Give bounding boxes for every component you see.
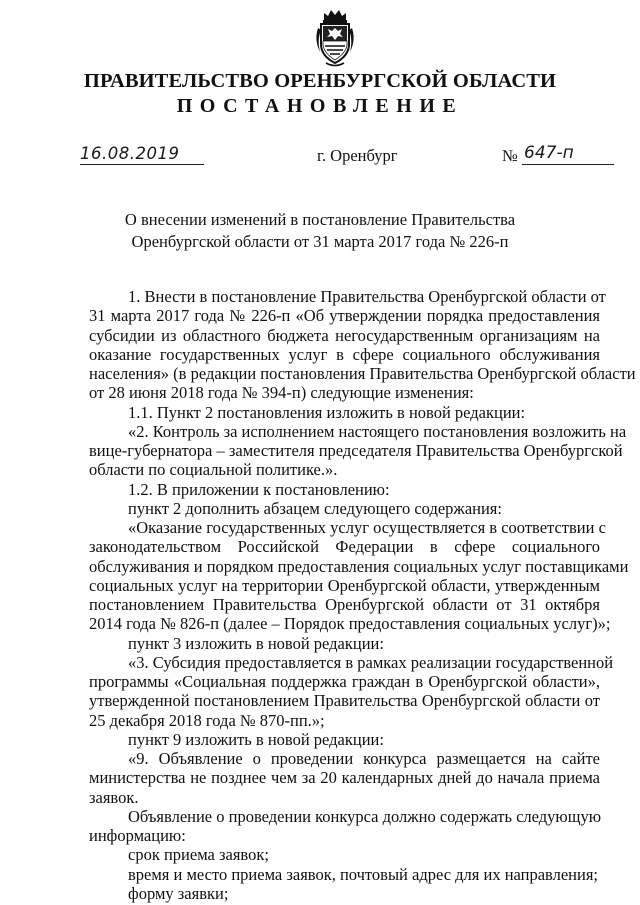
body-line: «2. Контроль за исполнением настоящего постановления возложить на — [128, 421, 627, 441]
body-line: заявок. — [89, 787, 139, 807]
body-line: оказание государственных услуг в сфере социального обслуживания — [89, 344, 600, 364]
body-line: «9. Объявление о проведении конкурса размещается на сайте — [128, 749, 600, 768]
body-line: программы «Социальная поддержка граждан в Оренбургской области», — [89, 672, 600, 691]
body-line: обслуживания и порядком предоставления социальных услуг поставщиками — [89, 556, 629, 576]
coat-of-arms-icon — [312, 8, 358, 68]
body-line: 31 марта 2017 года № 226-п «Об утверждении порядка предоставления — [89, 306, 600, 326]
document-subject — [0, 209, 640, 253]
body-line: «3. Субсидия предоставляется в рамках реализации государственной — [128, 652, 614, 672]
body-line: министерства не позднее чем за 20 календарных дней до начала приема — [89, 768, 600, 788]
document-number-field — [502, 143, 614, 169]
body-line: срок приема заявок; — [128, 845, 269, 865]
body-line: утвержденной постановлением Правительства Оренбургской области от — [89, 691, 600, 711]
body-line: законодательством Российской Федерации в сфере социального — [89, 537, 600, 557]
body-line: пункт 2 дополнить абзацем следующего содержания: — [128, 498, 502, 518]
city-label: г. Оренбург — [317, 146, 398, 165]
number-sign: № — [502, 146, 518, 165]
body-line: информацию: — [89, 826, 186, 845]
body-line: Объявление о проведении конкурса должно содержать следующую — [128, 806, 602, 826]
body-line: 1.1. Пункт 2 постановления изложить в новой редакции: — [128, 402, 526, 422]
handwritten-number: 647-п — [524, 143, 574, 163]
handwritten-date: 16.08.2019 — [80, 144, 180, 163]
body-line: 1. Внести в постановление Правительства Оренбургской области от — [128, 287, 606, 306]
body-line: пункт 9 изложить в новой редакции: — [128, 729, 384, 749]
body-line: от 28 июня 2018 года № 394-п) следующие изменения: — [89, 383, 474, 403]
body-line: форму заявки; — [128, 883, 229, 903]
body-line: 25 декабря 2018 года № 870-пп.»; — [89, 710, 325, 730]
body-line: пункт 3 изложить в новой редакции: — [128, 633, 384, 653]
body-line: населения» (в редакции постановления Правительства Оренбургской области — [89, 364, 636, 383]
body-line: субсидии из областного бюджета негосударственным организациям на — [89, 325, 600, 345]
body-line: области по социальной политике.». — [89, 460, 338, 480]
body-line: «Оказание государственных услуг осуществляется в соответствии с — [128, 518, 606, 537]
body-line: время и место приема заявок, почтовый адрес для их направления; — [128, 864, 599, 884]
date-underline — [80, 164, 204, 165]
date-field — [80, 144, 204, 170]
subject-line: О внесении изменений в постановление Правительства — [124, 210, 516, 229]
body-line: социальных услуг на территории Оренбургской области, утвержденным — [89, 575, 600, 595]
body-line: вице-губернатора – заместителя председателя Правительства Оренбургской — [89, 441, 623, 460]
government-title: ПРАВИТЕЛЬСТВО ОРЕНБУРГСКОЙ ОБЛАСТИ — [83, 70, 557, 92]
body-line: 2014 года № 826-п (далее – Порядок предоставления социальных услуг)»; — [89, 614, 611, 634]
body-line: 1.2. В приложении к постановлению: — [128, 479, 390, 499]
subject-line: Оренбургской области от 31 марта 2017 года № 226-п — [131, 232, 509, 251]
document-type-heading: ПОСТАНОВЛЕНИЕ — [176, 95, 464, 117]
body-line: постановлением Правительства Оренбургской области от 31 октября — [89, 595, 600, 614]
number-underline — [522, 164, 614, 165]
